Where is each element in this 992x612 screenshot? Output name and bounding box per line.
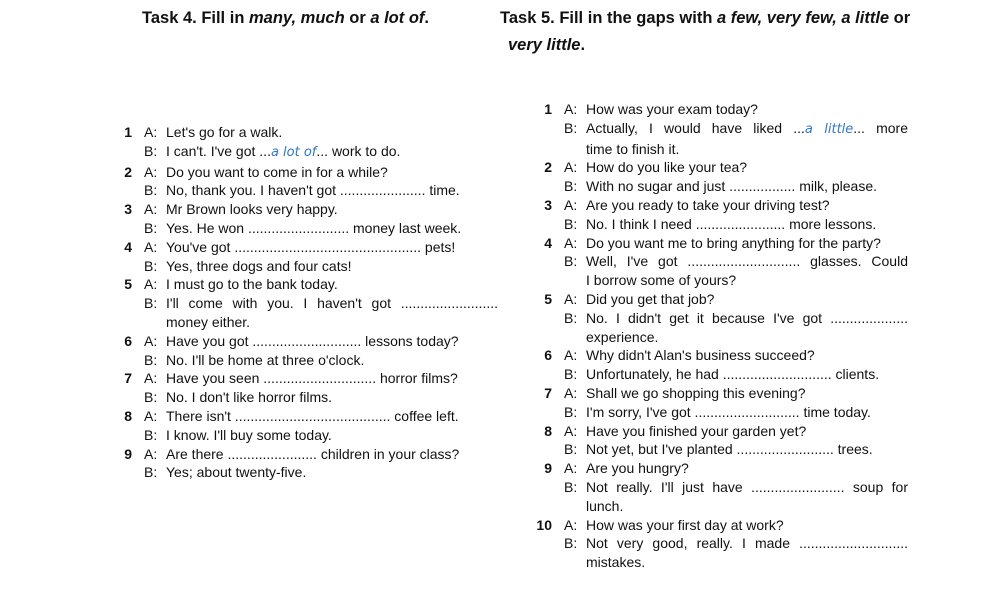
item-number: 5 — [544, 290, 552, 307]
item-number: 5 — [124, 276, 132, 293]
exercise-item — [118, 407, 498, 445]
speaker-b-text: Yes; about twenty-five. — [166, 464, 307, 481]
indent-spacer — [564, 553, 586, 572]
speaker-a-label: A: — [144, 201, 158, 218]
speaker-b-text: No. I didn't get it because I've got .................... — [586, 309, 908, 326]
speaker-a-line — [536, 346, 908, 365]
speaker-b-text — [166, 142, 498, 163]
item-number: 3 — [124, 201, 132, 218]
speaker-a-line — [118, 200, 498, 219]
item-number: 4 — [124, 238, 132, 255]
speaker-a-line — [536, 516, 908, 535]
speaker-b-text: Unfortunately, he had ............................ clients. — [586, 366, 880, 383]
speaker-b-continuation-text: money either. — [166, 313, 251, 330]
speaker-a-label: A: — [564, 290, 578, 307]
speaker-b-text: Yes, three dogs and four cats! — [166, 257, 352, 274]
speaker-b-label: B: — [564, 253, 578, 270]
exercise-item — [118, 369, 498, 407]
exercise-item — [536, 346, 908, 384]
speaker-b-line — [536, 534, 908, 553]
speaker-a-line — [536, 290, 908, 309]
speaker-b-label: B: — [564, 366, 578, 383]
speaker-b-label: B: — [564, 215, 578, 232]
speaker-a-label: A: — [144, 276, 158, 293]
speaker-b-label: B: — [564, 403, 578, 420]
speaker-b-text: No. I think I need ....................... more lessons. — [586, 215, 877, 232]
exercise-item — [118, 275, 498, 331]
speaker-b-text: Not yet, but I've planted ......................... trees. — [586, 441, 873, 458]
speaker-b-line — [118, 142, 498, 163]
speaker-a-label: A: — [564, 234, 578, 251]
speaker-b-text: With no sugar and just ................. milk, please. — [586, 178, 878, 195]
speaker-a-label: A: — [144, 163, 158, 180]
speaker-b-continuation — [536, 271, 908, 290]
speaker-a-line — [536, 158, 908, 177]
speaker-b-line — [118, 219, 498, 238]
item-number: 6 — [544, 347, 552, 364]
speaker-b-line — [118, 351, 498, 370]
exercise-item — [118, 445, 498, 483]
speaker-b-label: B: — [144, 182, 158, 199]
speaker-a-text: Are you hungry? — [586, 460, 689, 477]
exercise-item — [536, 516, 908, 572]
speaker-a-line — [118, 163, 498, 182]
filled-answer: a little — [804, 121, 854, 137]
item-number: 9 — [544, 460, 552, 477]
speaker-a-line — [118, 407, 498, 426]
speaker-b-line — [536, 252, 908, 271]
speaker-a-line — [118, 123, 498, 142]
exercise-item — [118, 332, 498, 370]
exercise-item — [536, 158, 908, 196]
speaker-b-line — [118, 257, 498, 276]
speaker-b-text: Yes. He won .......................... money last week. — [166, 219, 462, 236]
speaker-b-text: No, thank you. I haven't got ...................... time. — [166, 182, 460, 199]
speaker-b-text: Not really. I'll just have ........................ soup for — [586, 478, 908, 495]
indent-spacer — [564, 271, 586, 290]
task5-title: Task 5. Fill in the gaps with a few, very few, a little or very little. — [500, 9, 911, 54]
exercise-item — [118, 123, 498, 163]
speaker-a-line — [536, 234, 908, 253]
speaker-a-label: A: — [144, 238, 158, 255]
speaker-a-text: Have you got ............................ lessons today? — [166, 332, 459, 349]
answer-prefix: Actually, I would have liked ... — [586, 119, 805, 136]
item-number: 2 — [544, 159, 552, 176]
speaker-b-label: B: — [144, 464, 158, 481]
filled-answer: a lot of — [270, 144, 317, 160]
speaker-b-continuation — [536, 553, 908, 572]
speaker-a-text: Are there ....................... children in your class? — [166, 445, 460, 462]
speaker-a-line — [118, 275, 498, 294]
item-number: 10 — [536, 516, 552, 533]
speaker-a-line — [118, 238, 498, 257]
speaker-a-line — [536, 100, 908, 119]
speaker-a-line — [118, 369, 498, 388]
speaker-b-label: B: — [564, 441, 578, 458]
speaker-a-text: I must go to the bank today. — [166, 276, 338, 293]
speaker-b-label: B: — [144, 142, 158, 159]
speaker-a-label: A: — [144, 445, 158, 462]
speaker-a-label: A: — [144, 332, 158, 349]
item-number: 1 — [544, 101, 552, 117]
speaker-a-label: A: — [564, 196, 578, 213]
speaker-a-text: Did you get that job? — [586, 290, 715, 307]
item-number: 7 — [544, 384, 552, 401]
speaker-b-line — [536, 478, 908, 497]
speaker-b-text: No. I'll be home at three o'clock. — [166, 351, 365, 368]
speaker-a-text: How was your exam today? — [586, 101, 758, 117]
speaker-a-text: Have you finished your garden yet? — [586, 422, 807, 439]
speaker-b-label: B: — [144, 257, 158, 274]
speaker-b-line — [536, 309, 908, 328]
exercise-item — [536, 290, 908, 346]
speaker-a-label: A: — [564, 159, 578, 176]
speaker-b-continuation — [536, 497, 908, 516]
exercise-item — [536, 100, 908, 158]
speaker-a-line — [118, 445, 498, 464]
speaker-a-line — [536, 459, 908, 478]
speaker-a-label: A: — [564, 347, 578, 364]
speaker-a-text: Are you ready to take your driving test? — [586, 196, 830, 213]
speaker-b-line — [118, 294, 498, 313]
speaker-b-line — [536, 365, 908, 384]
speaker-b-line — [118, 388, 498, 407]
speaker-a-text: You've got ................................................ pets! — [166, 238, 456, 255]
speaker-a-text: Do you want to come in for a while? — [166, 163, 388, 180]
speaker-b-continuation — [536, 140, 908, 159]
speaker-a-line — [536, 422, 908, 441]
item-number: 2 — [124, 163, 132, 180]
speaker-b-continuation-text: experience. — [586, 328, 659, 345]
speaker-b-text: I know. I'll buy some today. — [166, 426, 332, 443]
speaker-b-label: B: — [144, 295, 158, 312]
speaker-b-continuation-text: I borrow some of yours? — [586, 272, 737, 289]
speaker-a-label: A: — [564, 460, 578, 477]
indent-spacer — [564, 497, 586, 516]
item-number: 8 — [124, 407, 132, 424]
speaker-b-text: Not very good, really. I made ............................ — [586, 535, 908, 552]
speaker-b-line — [536, 440, 908, 459]
item-number: 8 — [544, 422, 552, 439]
speaker-b-label: B: — [144, 389, 158, 406]
speaker-b-label: B: — [564, 178, 578, 195]
exercise-item — [536, 459, 908, 515]
speaker-b-text: I'll come with you. I haven't got ......................... — [166, 295, 498, 312]
speaker-a-label: A: — [564, 101, 578, 117]
exercise-item — [536, 384, 908, 422]
exercise-item — [536, 422, 908, 460]
speaker-a-line — [536, 196, 908, 215]
speaker-b-continuation — [536, 328, 908, 347]
exercise-item — [118, 238, 498, 276]
speaker-b-label: B: — [144, 426, 158, 443]
speaker-b-continuation-text: mistakes. — [586, 554, 646, 571]
exercise-item — [536, 234, 908, 290]
item-number: 7 — [124, 370, 132, 387]
speaker-b-line — [118, 426, 498, 445]
item-number: 6 — [124, 332, 132, 349]
speaker-a-text: Let's go for a walk. — [166, 124, 283, 140]
speaker-a-label: A: — [144, 370, 158, 387]
answer-suffix: ... work to do. — [316, 142, 401, 159]
task4-title: Task 4. Fill in many, much or a lot of. — [142, 9, 429, 27]
speaker-a-label: A: — [144, 407, 158, 424]
speaker-b-text: Well, I've got ............................. glasses. Could — [586, 253, 908, 270]
indent-spacer — [564, 328, 586, 347]
item-number: 4 — [544, 234, 552, 251]
item-number: 3 — [544, 196, 552, 213]
speaker-a-text: Shall we go shopping this evening? — [586, 384, 806, 401]
task5-exercise-list — [536, 100, 908, 572]
speaker-a-text: How was your first day at work? — [586, 516, 784, 533]
speaker-a-text: Mr Brown looks very happy. — [166, 201, 338, 218]
speaker-b-continuation — [118, 313, 498, 332]
speaker-b-line — [118, 463, 498, 482]
speaker-b-line — [536, 215, 908, 234]
answer-suffix: ... more — [853, 119, 908, 136]
exercise-item — [118, 163, 498, 201]
speaker-a-text: There isn't ........................................ coffee left. — [166, 407, 459, 424]
answer-prefix: I can't. I've got ... — [166, 142, 271, 159]
item-number: 9 — [124, 445, 132, 462]
speaker-b-line — [536, 403, 908, 422]
speaker-b-text: No. I don't like horror films. — [166, 389, 333, 406]
speaker-a-label: A: — [564, 384, 578, 401]
task4-exercise-list — [118, 123, 498, 482]
speaker-b-continuation-text: lunch. — [586, 497, 624, 514]
speaker-b-line — [118, 181, 498, 200]
speaker-a-line — [118, 332, 498, 351]
speaker-a-label: A: — [564, 422, 578, 439]
speaker-b-line — [536, 177, 908, 196]
indent-spacer — [144, 313, 166, 332]
speaker-b-line — [536, 119, 908, 140]
speaker-a-text: How do you like your tea? — [586, 159, 748, 176]
speaker-b-label: B: — [144, 351, 158, 368]
item-number: 1 — [124, 124, 132, 140]
speaker-b-label: B: — [144, 219, 158, 236]
speaker-b-label: B: — [564, 478, 578, 495]
speaker-a-line — [536, 384, 908, 403]
speaker-b-label: B: — [564, 535, 578, 552]
speaker-a-text: Have you seen ............................. horror films? — [166, 370, 458, 387]
speaker-a-label: A: — [144, 124, 158, 140]
indent-spacer — [564, 140, 586, 159]
exercise-item — [536, 196, 908, 234]
speaker-b-continuation-text: time to finish it. — [586, 140, 680, 157]
speaker-b-label: B: — [564, 309, 578, 326]
speaker-a-text: Why didn't Alan's business succeed? — [586, 347, 815, 364]
speaker-b-text — [586, 119, 908, 140]
speaker-a-label: A: — [564, 516, 578, 533]
exercise-item — [118, 200, 498, 238]
speaker-a-text: Do you want me to bring anything for the party? — [586, 234, 881, 251]
speaker-b-text: I'm sorry, I've got ........................... time today. — [586, 403, 871, 420]
speaker-b-label: B: — [564, 119, 578, 136]
